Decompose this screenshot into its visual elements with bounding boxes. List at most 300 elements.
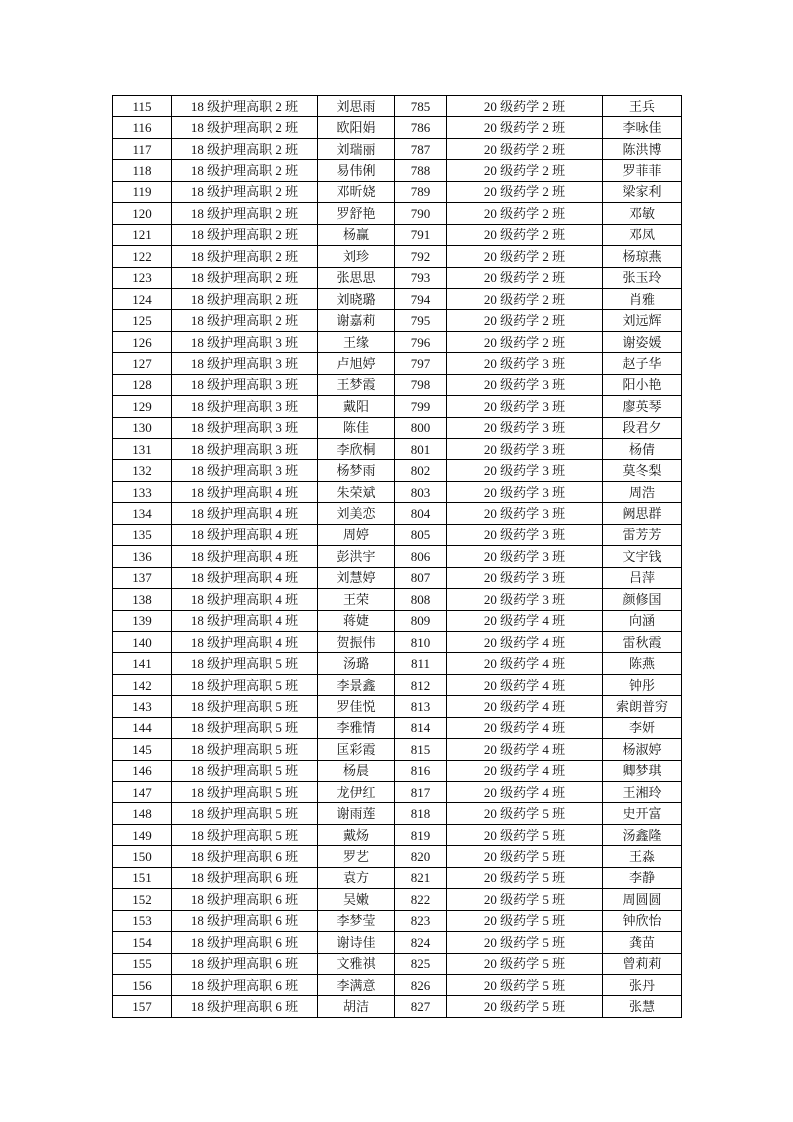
left-seq-number-cell: 139 bbox=[113, 610, 172, 631]
right-student-name-cell: 阙思群 bbox=[603, 503, 682, 524]
right-student-name-cell: 王湘玲 bbox=[603, 782, 682, 803]
left-class-cell: 18 级护理高职 4 班 bbox=[172, 481, 318, 502]
left-student-name-cell: 杨晨 bbox=[318, 760, 395, 781]
right-student-name-cell: 龚苗 bbox=[603, 932, 682, 953]
left-student-name-cell: 李满意 bbox=[318, 974, 395, 995]
roster-table-body bbox=[113, 96, 682, 1018]
right-class-cell: 20 级药学 2 班 bbox=[447, 267, 603, 288]
right-seq-number-cell: 811 bbox=[395, 653, 447, 674]
right-class-cell: 20 级药学 5 班 bbox=[447, 867, 603, 888]
right-class-cell: 20 级药学 4 班 bbox=[447, 739, 603, 760]
right-seq-number-cell: 823 bbox=[395, 910, 447, 931]
right-class-cell: 20 级药学 5 班 bbox=[447, 803, 603, 824]
left-seq-number-cell: 134 bbox=[113, 503, 172, 524]
right-class-cell: 20 级药学 5 班 bbox=[447, 846, 603, 867]
left-seq-number-cell: 119 bbox=[113, 181, 172, 202]
left-seq-number-cell: 152 bbox=[113, 889, 172, 910]
right-student-name-cell: 雷芳芳 bbox=[603, 524, 682, 545]
left-seq-number-cell: 123 bbox=[113, 267, 172, 288]
right-class-cell: 20 级药学 2 班 bbox=[447, 117, 603, 138]
left-seq-number-cell: 128 bbox=[113, 374, 172, 395]
right-student-name-cell: 杨倩 bbox=[603, 439, 682, 460]
left-class-cell: 18 级护理高职 2 班 bbox=[172, 310, 318, 331]
right-seq-number-cell: 821 bbox=[395, 867, 447, 888]
right-student-name-cell: 邓敏 bbox=[603, 203, 682, 224]
table-row bbox=[113, 396, 682, 417]
right-seq-number-cell: 787 bbox=[395, 138, 447, 159]
left-seq-number-cell: 122 bbox=[113, 246, 172, 267]
left-class-cell: 18 级护理高职 2 班 bbox=[172, 160, 318, 181]
right-seq-number-cell: 827 bbox=[395, 996, 447, 1018]
right-seq-number-cell: 802 bbox=[395, 460, 447, 481]
left-class-cell: 18 级护理高职 2 班 bbox=[172, 246, 318, 267]
left-class-cell: 18 级护理高职 4 班 bbox=[172, 589, 318, 610]
left-student-name-cell: 邓昕娆 bbox=[318, 181, 395, 202]
left-class-cell: 18 级护理高职 2 班 bbox=[172, 288, 318, 309]
right-class-cell: 20 级药学 4 班 bbox=[447, 717, 603, 738]
left-class-cell: 18 级护理高职 4 班 bbox=[172, 524, 318, 545]
table-row bbox=[113, 589, 682, 610]
right-seq-number-cell: 816 bbox=[395, 760, 447, 781]
right-seq-number-cell: 789 bbox=[395, 181, 447, 202]
left-student-name-cell: 卢旭婷 bbox=[318, 353, 395, 374]
right-seq-number-cell: 805 bbox=[395, 524, 447, 545]
right-class-cell: 20 级药学 3 班 bbox=[447, 546, 603, 567]
right-class-cell: 20 级药学 2 班 bbox=[447, 224, 603, 245]
right-student-name-cell: 索朗普穷 bbox=[603, 696, 682, 717]
table-row bbox=[113, 631, 682, 652]
right-student-name-cell: 廖英琴 bbox=[603, 396, 682, 417]
right-class-cell: 20 级药学 3 班 bbox=[447, 524, 603, 545]
left-seq-number-cell: 130 bbox=[113, 417, 172, 438]
left-seq-number-cell: 118 bbox=[113, 160, 172, 181]
left-student-name-cell: 杨赢 bbox=[318, 224, 395, 245]
left-class-cell: 18 级护理高职 5 班 bbox=[172, 696, 318, 717]
left-seq-number-cell: 150 bbox=[113, 846, 172, 867]
table-row bbox=[113, 567, 682, 588]
left-seq-number-cell: 146 bbox=[113, 760, 172, 781]
right-class-cell: 20 级药学 4 班 bbox=[447, 631, 603, 652]
left-student-name-cell: 谢嘉莉 bbox=[318, 310, 395, 331]
left-class-cell: 18 级护理高职 4 班 bbox=[172, 631, 318, 652]
left-class-cell: 18 级护理高职 6 班 bbox=[172, 889, 318, 910]
right-class-cell: 20 级药学 4 班 bbox=[447, 674, 603, 695]
right-class-cell: 20 级药学 3 班 bbox=[447, 417, 603, 438]
right-class-cell: 20 级药学 3 班 bbox=[447, 589, 603, 610]
right-student-name-cell: 钟彤 bbox=[603, 674, 682, 695]
table-row bbox=[113, 481, 682, 502]
right-student-name-cell: 肖雅 bbox=[603, 288, 682, 309]
left-class-cell: 18 级护理高职 2 班 bbox=[172, 138, 318, 159]
right-student-name-cell: 张玉玲 bbox=[603, 267, 682, 288]
right-seq-number-cell: 799 bbox=[395, 396, 447, 417]
right-seq-number-cell: 806 bbox=[395, 546, 447, 567]
table-row bbox=[113, 117, 682, 138]
left-student-name-cell: 汤璐 bbox=[318, 653, 395, 674]
table-row bbox=[113, 546, 682, 567]
left-class-cell: 18 级护理高职 5 班 bbox=[172, 782, 318, 803]
right-student-name-cell: 钟欣怡 bbox=[603, 910, 682, 931]
right-student-name-cell: 汤鑫隆 bbox=[603, 824, 682, 845]
right-seq-number-cell: 801 bbox=[395, 439, 447, 460]
right-class-cell: 20 级药学 3 班 bbox=[447, 439, 603, 460]
table-row bbox=[113, 867, 682, 888]
left-seq-number-cell: 145 bbox=[113, 739, 172, 760]
left-class-cell: 18 级护理高职 3 班 bbox=[172, 353, 318, 374]
left-seq-number-cell: 127 bbox=[113, 353, 172, 374]
left-class-cell: 18 级护理高职 3 班 bbox=[172, 439, 318, 460]
left-class-cell: 18 级护理高职 5 班 bbox=[172, 717, 318, 738]
right-student-name-cell: 文宇钱 bbox=[603, 546, 682, 567]
left-student-name-cell: 刘瑞丽 bbox=[318, 138, 395, 159]
right-seq-number-cell: 817 bbox=[395, 782, 447, 803]
right-student-name-cell: 刘远辉 bbox=[603, 310, 682, 331]
left-seq-number-cell: 147 bbox=[113, 782, 172, 803]
table-row bbox=[113, 717, 682, 738]
table-row bbox=[113, 974, 682, 995]
left-class-cell: 18 级护理高职 5 班 bbox=[172, 674, 318, 695]
left-seq-number-cell: 154 bbox=[113, 932, 172, 953]
right-seq-number-cell: 807 bbox=[395, 567, 447, 588]
left-seq-number-cell: 138 bbox=[113, 589, 172, 610]
left-class-cell: 18 级护理高职 2 班 bbox=[172, 96, 318, 117]
left-seq-number-cell: 115 bbox=[113, 96, 172, 117]
left-class-cell: 18 级护理高职 4 班 bbox=[172, 503, 318, 524]
right-seq-number-cell: 794 bbox=[395, 288, 447, 309]
right-seq-number-cell: 788 bbox=[395, 160, 447, 181]
right-seq-number-cell: 819 bbox=[395, 824, 447, 845]
left-seq-number-cell: 133 bbox=[113, 481, 172, 502]
left-seq-number-cell: 126 bbox=[113, 331, 172, 352]
left-class-cell: 18 级护理高职 5 班 bbox=[172, 760, 318, 781]
right-seq-number-cell: 815 bbox=[395, 739, 447, 760]
left-seq-number-cell: 144 bbox=[113, 717, 172, 738]
right-student-name-cell: 周圆圆 bbox=[603, 889, 682, 910]
left-student-name-cell: 罗舒艳 bbox=[318, 203, 395, 224]
table-row bbox=[113, 803, 682, 824]
table-row bbox=[113, 160, 682, 181]
table-row bbox=[113, 417, 682, 438]
right-class-cell: 20 级药学 3 班 bbox=[447, 374, 603, 395]
right-seq-number-cell: 826 bbox=[395, 974, 447, 995]
right-class-cell: 20 级药学 5 班 bbox=[447, 974, 603, 995]
left-seq-number-cell: 129 bbox=[113, 396, 172, 417]
left-seq-number-cell: 156 bbox=[113, 974, 172, 995]
left-student-name-cell: 刘美恋 bbox=[318, 503, 395, 524]
right-class-cell: 20 级药学 5 班 bbox=[447, 953, 603, 974]
left-class-cell: 18 级护理高职 6 班 bbox=[172, 910, 318, 931]
table-row bbox=[113, 310, 682, 331]
right-student-name-cell: 罗菲菲 bbox=[603, 160, 682, 181]
right-student-name-cell: 曾莉莉 bbox=[603, 953, 682, 974]
left-student-name-cell: 欧阳娟 bbox=[318, 117, 395, 138]
table-row bbox=[113, 96, 682, 117]
left-student-name-cell: 蒋婕 bbox=[318, 610, 395, 631]
right-seq-number-cell: 824 bbox=[395, 932, 447, 953]
right-class-cell: 20 级药学 5 班 bbox=[447, 996, 603, 1018]
left-seq-number-cell: 131 bbox=[113, 439, 172, 460]
left-seq-number-cell: 148 bbox=[113, 803, 172, 824]
left-student-name-cell: 贺振伟 bbox=[318, 631, 395, 652]
right-seq-number-cell: 818 bbox=[395, 803, 447, 824]
left-class-cell: 18 级护理高职 4 班 bbox=[172, 546, 318, 567]
right-student-name-cell: 李静 bbox=[603, 867, 682, 888]
left-class-cell: 18 级护理高职 4 班 bbox=[172, 610, 318, 631]
right-class-cell: 20 级药学 5 班 bbox=[447, 932, 603, 953]
right-class-cell: 20 级药学 3 班 bbox=[447, 503, 603, 524]
left-seq-number-cell: 155 bbox=[113, 953, 172, 974]
left-class-cell: 18 级护理高职 3 班 bbox=[172, 417, 318, 438]
right-student-name-cell: 张丹 bbox=[603, 974, 682, 995]
left-student-name-cell: 文雅祺 bbox=[318, 953, 395, 974]
left-class-cell: 18 级护理高职 2 班 bbox=[172, 224, 318, 245]
left-student-name-cell: 朱荣斌 bbox=[318, 481, 395, 502]
right-seq-number-cell: 796 bbox=[395, 331, 447, 352]
right-class-cell: 20 级药学 4 班 bbox=[447, 610, 603, 631]
right-student-name-cell: 张慧 bbox=[603, 996, 682, 1018]
table-row bbox=[113, 524, 682, 545]
right-student-name-cell: 周浩 bbox=[603, 481, 682, 502]
left-class-cell: 18 级护理高职 2 班 bbox=[172, 203, 318, 224]
right-class-cell: 20 级药学 3 班 bbox=[447, 481, 603, 502]
right-student-name-cell: 雷秋霞 bbox=[603, 631, 682, 652]
left-student-name-cell: 李雅情 bbox=[318, 717, 395, 738]
right-class-cell: 20 级药学 5 班 bbox=[447, 824, 603, 845]
left-student-name-cell: 戴炀 bbox=[318, 824, 395, 845]
left-class-cell: 18 级护理高职 6 班 bbox=[172, 974, 318, 995]
left-class-cell: 18 级护理高职 5 班 bbox=[172, 803, 318, 824]
left-seq-number-cell: 132 bbox=[113, 460, 172, 481]
right-student-name-cell: 段君夕 bbox=[603, 417, 682, 438]
left-class-cell: 18 级护理高职 3 班 bbox=[172, 331, 318, 352]
right-seq-number-cell: 804 bbox=[395, 503, 447, 524]
left-student-name-cell: 杨梦雨 bbox=[318, 460, 395, 481]
table-row bbox=[113, 439, 682, 460]
table-row bbox=[113, 653, 682, 674]
left-student-name-cell: 刘晓璐 bbox=[318, 288, 395, 309]
right-class-cell: 20 级药学 5 班 bbox=[447, 889, 603, 910]
left-class-cell: 18 级护理高职 5 班 bbox=[172, 653, 318, 674]
right-seq-number-cell: 790 bbox=[395, 203, 447, 224]
left-seq-number-cell: 153 bbox=[113, 910, 172, 931]
table-row bbox=[113, 674, 682, 695]
right-student-name-cell: 李妍 bbox=[603, 717, 682, 738]
right-seq-number-cell: 812 bbox=[395, 674, 447, 695]
right-student-name-cell: 吕萍 bbox=[603, 567, 682, 588]
left-student-name-cell: 谢雨莲 bbox=[318, 803, 395, 824]
student-roster-table bbox=[112, 95, 682, 1018]
table-row bbox=[113, 782, 682, 803]
right-student-name-cell: 赵子华 bbox=[603, 353, 682, 374]
right-seq-number-cell: 803 bbox=[395, 481, 447, 502]
right-class-cell: 20 级药学 4 班 bbox=[447, 782, 603, 803]
right-class-cell: 20 级药学 2 班 bbox=[447, 246, 603, 267]
left-student-name-cell: 李欣桐 bbox=[318, 439, 395, 460]
table-row bbox=[113, 846, 682, 867]
table-row bbox=[113, 203, 682, 224]
left-student-name-cell: 周婷 bbox=[318, 524, 395, 545]
table-row bbox=[113, 267, 682, 288]
left-student-name-cell: 刘珍 bbox=[318, 246, 395, 267]
right-student-name-cell: 李咏佳 bbox=[603, 117, 682, 138]
right-seq-number-cell: 795 bbox=[395, 310, 447, 331]
right-seq-number-cell: 820 bbox=[395, 846, 447, 867]
left-class-cell: 18 级护理高职 2 班 bbox=[172, 117, 318, 138]
right-student-name-cell: 向涵 bbox=[603, 610, 682, 631]
left-seq-number-cell: 116 bbox=[113, 117, 172, 138]
table-row bbox=[113, 953, 682, 974]
left-class-cell: 18 级护理高职 3 班 bbox=[172, 460, 318, 481]
left-student-name-cell: 龙伊红 bbox=[318, 782, 395, 803]
right-student-name-cell: 王兵 bbox=[603, 96, 682, 117]
left-seq-number-cell: 149 bbox=[113, 824, 172, 845]
right-student-name-cell: 陈洪博 bbox=[603, 138, 682, 159]
right-seq-number-cell: 786 bbox=[395, 117, 447, 138]
table-row bbox=[113, 910, 682, 931]
table-row bbox=[113, 889, 682, 910]
right-student-name-cell: 陈燕 bbox=[603, 653, 682, 674]
right-class-cell: 20 级药学 3 班 bbox=[447, 460, 603, 481]
right-class-cell: 20 级药学 2 班 bbox=[447, 96, 603, 117]
table-row bbox=[113, 353, 682, 374]
left-seq-number-cell: 136 bbox=[113, 546, 172, 567]
left-seq-number-cell: 143 bbox=[113, 696, 172, 717]
right-class-cell: 20 级药学 2 班 bbox=[447, 310, 603, 331]
right-class-cell: 20 级药学 4 班 bbox=[447, 653, 603, 674]
left-student-name-cell: 王缘 bbox=[318, 331, 395, 352]
left-seq-number-cell: 157 bbox=[113, 996, 172, 1018]
right-seq-number-cell: 813 bbox=[395, 696, 447, 717]
right-student-name-cell: 颜修国 bbox=[603, 589, 682, 610]
right-seq-number-cell: 798 bbox=[395, 374, 447, 395]
left-class-cell: 18 级护理高职 6 班 bbox=[172, 953, 318, 974]
table-row bbox=[113, 996, 682, 1018]
left-seq-number-cell: 142 bbox=[113, 674, 172, 695]
left-student-name-cell: 陈佳 bbox=[318, 417, 395, 438]
left-student-name-cell: 李景鑫 bbox=[318, 674, 395, 695]
table-row bbox=[113, 739, 682, 760]
left-student-name-cell: 易伟俐 bbox=[318, 160, 395, 181]
left-seq-number-cell: 151 bbox=[113, 867, 172, 888]
left-student-name-cell: 罗佳悦 bbox=[318, 696, 395, 717]
left-student-name-cell: 胡洁 bbox=[318, 996, 395, 1018]
table-row bbox=[113, 932, 682, 953]
right-student-name-cell: 梁家利 bbox=[603, 181, 682, 202]
left-student-name-cell: 谢诗佳 bbox=[318, 932, 395, 953]
left-seq-number-cell: 135 bbox=[113, 524, 172, 545]
left-seq-number-cell: 137 bbox=[113, 567, 172, 588]
right-student-name-cell: 谢姿媛 bbox=[603, 331, 682, 352]
left-seq-number-cell: 125 bbox=[113, 310, 172, 331]
table-row bbox=[113, 760, 682, 781]
right-seq-number-cell: 809 bbox=[395, 610, 447, 631]
right-class-cell: 20 级药学 2 班 bbox=[447, 181, 603, 202]
right-class-cell: 20 级药学 2 班 bbox=[447, 160, 603, 181]
right-class-cell: 20 级药学 4 班 bbox=[447, 696, 603, 717]
right-class-cell: 20 级药学 3 班 bbox=[447, 353, 603, 374]
left-seq-number-cell: 140 bbox=[113, 631, 172, 652]
left-student-name-cell: 罗艺 bbox=[318, 846, 395, 867]
right-class-cell: 20 级药学 2 班 bbox=[447, 288, 603, 309]
table-row bbox=[113, 824, 682, 845]
right-seq-number-cell: 810 bbox=[395, 631, 447, 652]
right-class-cell: 20 级药学 5 班 bbox=[447, 910, 603, 931]
left-class-cell: 18 级护理高职 6 班 bbox=[172, 996, 318, 1018]
right-seq-number-cell: 800 bbox=[395, 417, 447, 438]
left-student-name-cell: 匡彩霞 bbox=[318, 739, 395, 760]
left-seq-number-cell: 124 bbox=[113, 288, 172, 309]
table-row bbox=[113, 460, 682, 481]
right-class-cell: 20 级药学 2 班 bbox=[447, 138, 603, 159]
left-student-name-cell: 王梦霞 bbox=[318, 374, 395, 395]
left-student-name-cell: 吴嫩 bbox=[318, 889, 395, 910]
left-seq-number-cell: 120 bbox=[113, 203, 172, 224]
right-student-name-cell: 王淼 bbox=[603, 846, 682, 867]
left-class-cell: 18 级护理高职 4 班 bbox=[172, 567, 318, 588]
left-class-cell: 18 级护理高职 6 班 bbox=[172, 846, 318, 867]
right-class-cell: 20 级药学 2 班 bbox=[447, 203, 603, 224]
right-seq-number-cell: 785 bbox=[395, 96, 447, 117]
right-seq-number-cell: 792 bbox=[395, 246, 447, 267]
right-student-name-cell: 杨琼燕 bbox=[603, 246, 682, 267]
left-student-name-cell: 张思思 bbox=[318, 267, 395, 288]
left-class-cell: 18 级护理高职 2 班 bbox=[172, 267, 318, 288]
left-seq-number-cell: 141 bbox=[113, 653, 172, 674]
table-row bbox=[113, 138, 682, 159]
right-class-cell: 20 级药学 2 班 bbox=[447, 331, 603, 352]
right-student-name-cell: 阳小艳 bbox=[603, 374, 682, 395]
right-seq-number-cell: 797 bbox=[395, 353, 447, 374]
left-student-name-cell: 袁方 bbox=[318, 867, 395, 888]
right-class-cell: 20 级药学 3 班 bbox=[447, 396, 603, 417]
left-student-name-cell: 彭洪宇 bbox=[318, 546, 395, 567]
table-row bbox=[113, 374, 682, 395]
left-class-cell: 18 级护理高职 3 班 bbox=[172, 374, 318, 395]
left-student-name-cell: 刘慧婷 bbox=[318, 567, 395, 588]
right-seq-number-cell: 793 bbox=[395, 267, 447, 288]
left-class-cell: 18 级护理高职 6 班 bbox=[172, 932, 318, 953]
right-seq-number-cell: 825 bbox=[395, 953, 447, 974]
table-row bbox=[113, 331, 682, 352]
right-student-name-cell: 史开富 bbox=[603, 803, 682, 824]
left-class-cell: 18 级护理高职 2 班 bbox=[172, 181, 318, 202]
table-row bbox=[113, 696, 682, 717]
table-row bbox=[113, 246, 682, 267]
table-row bbox=[113, 503, 682, 524]
right-seq-number-cell: 791 bbox=[395, 224, 447, 245]
left-class-cell: 18 级护理高职 3 班 bbox=[172, 396, 318, 417]
right-seq-number-cell: 808 bbox=[395, 589, 447, 610]
table-row bbox=[113, 181, 682, 202]
left-class-cell: 18 级护理高职 6 班 bbox=[172, 867, 318, 888]
right-class-cell: 20 级药学 3 班 bbox=[447, 567, 603, 588]
right-student-name-cell: 邓凤 bbox=[603, 224, 682, 245]
table-row bbox=[113, 288, 682, 309]
right-student-name-cell: 莫冬梨 bbox=[603, 460, 682, 481]
left-student-name-cell: 戴阳 bbox=[318, 396, 395, 417]
right-student-name-cell: 杨淑婷 bbox=[603, 739, 682, 760]
left-class-cell: 18 级护理高职 5 班 bbox=[172, 824, 318, 845]
left-seq-number-cell: 121 bbox=[113, 224, 172, 245]
left-seq-number-cell: 117 bbox=[113, 138, 172, 159]
left-student-name-cell: 李梦莹 bbox=[318, 910, 395, 931]
left-class-cell: 18 级护理高职 5 班 bbox=[172, 739, 318, 760]
table-row bbox=[113, 224, 682, 245]
table-row bbox=[113, 610, 682, 631]
right-student-name-cell: 卿梦琪 bbox=[603, 760, 682, 781]
right-seq-number-cell: 822 bbox=[395, 889, 447, 910]
left-student-name-cell: 王荣 bbox=[318, 589, 395, 610]
